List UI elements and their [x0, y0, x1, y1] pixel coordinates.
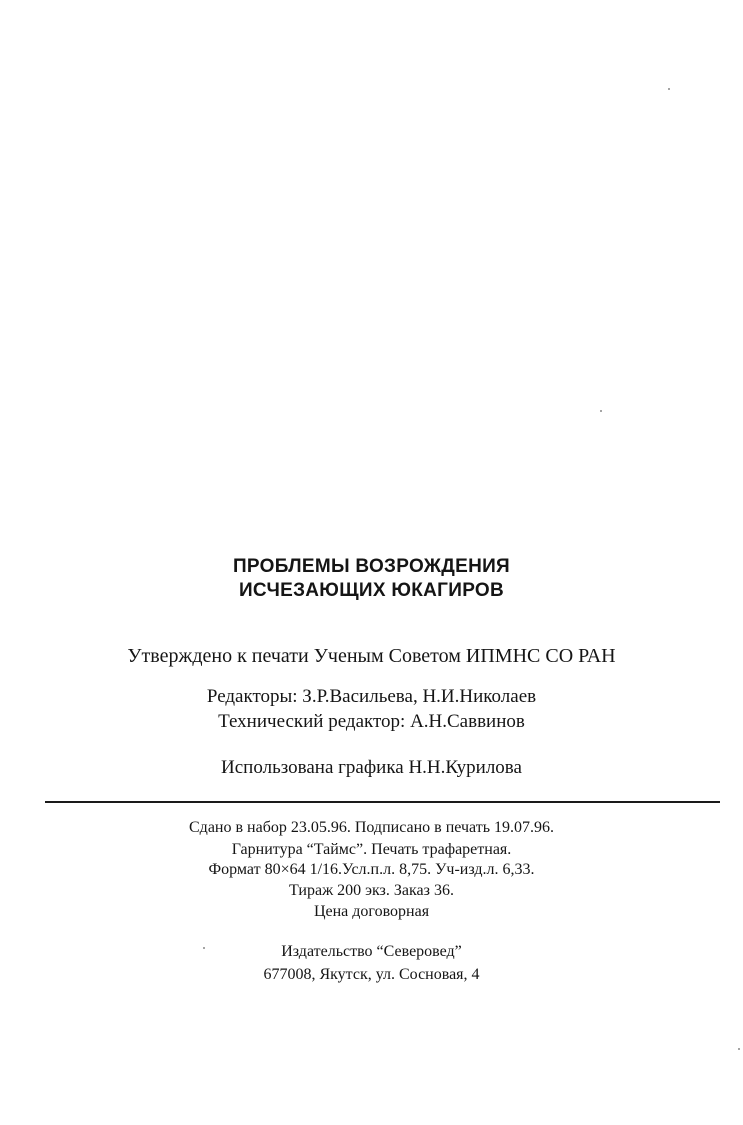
graphics-credit: Использована графика Н.Н.Курилова [221, 757, 522, 778]
scan-speck [668, 88, 670, 90]
technical-editor-credit: Технический редактор: А.Н.Саввинов [218, 711, 525, 732]
imprint-format: Формат 80×64 1/16.Усл.п.л. 8,75. Уч-изд.л. 6,33. [208, 861, 535, 878]
publisher-name: Издательство “Северовед” [281, 943, 462, 960]
imprint-typeface: Гарнитура “Таймс”. Печать трафаретная. [231, 841, 512, 858]
publisher-address: 677008, Якутск, ул. Сосновая, 4 [263, 966, 480, 983]
imprint-price: Цена договорная [313, 903, 430, 920]
scan-speck [203, 947, 205, 949]
book-title-line-2: ИСЧЕЗАЮЩИХ ЮКАГИРОВ [238, 580, 505, 601]
book-title-line-1: ПРОБЛЕМЫ ВОЗРОЖДЕНИЯ [232, 556, 511, 577]
imprint-print-run: Тираж 200 экз. Заказ 36. [289, 882, 454, 899]
scan-speck [738, 1048, 740, 1050]
scan-speck [600, 410, 602, 412]
imprint-dates: Сдано в набор 23.05.96. Подписано в печать 19.07.96. [189, 819, 554, 836]
editors-credit: Редакторы: З.Р.Васильева, Н.И.Николаев [206, 686, 537, 707]
approval-statement: Утверждено к печати Ученым Советом ИПМНС СО РАН [127, 645, 616, 667]
horizontal-divider [45, 801, 720, 803]
